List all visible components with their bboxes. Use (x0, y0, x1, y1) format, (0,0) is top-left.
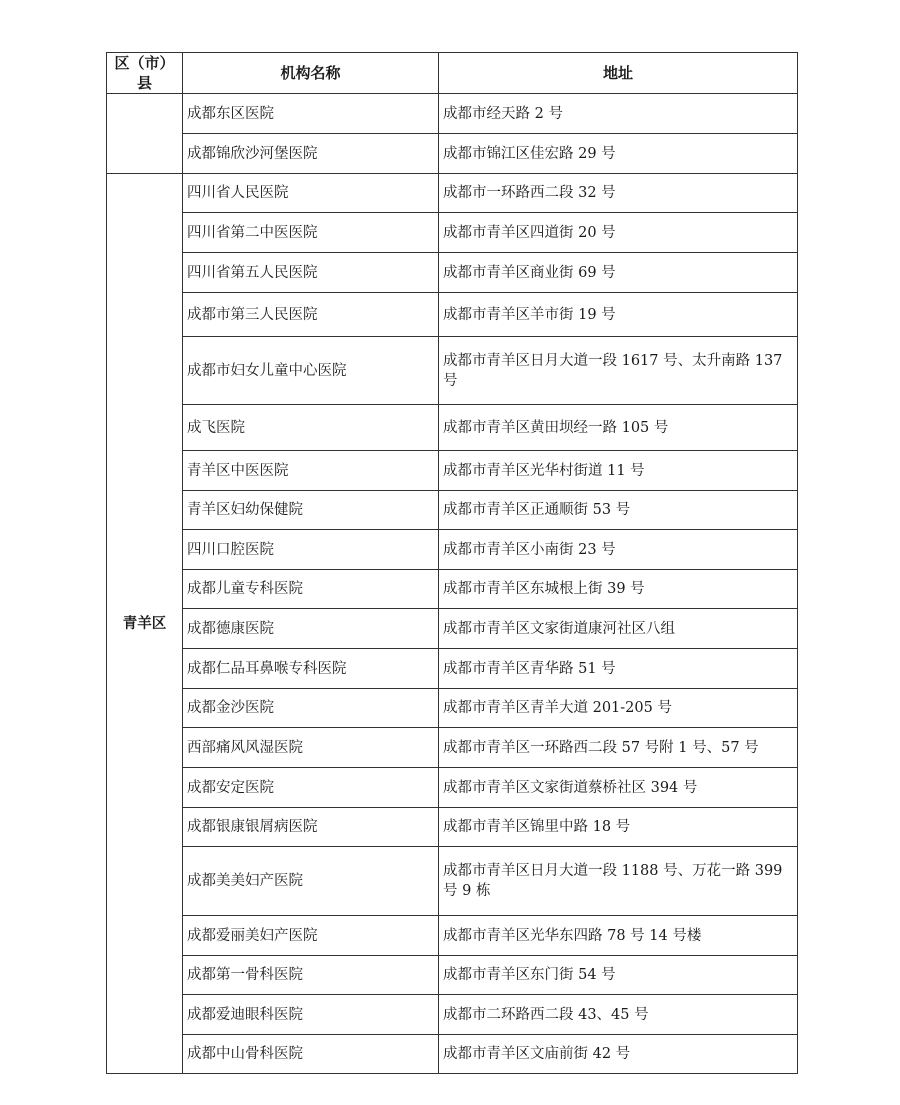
institution-name-cell: 成都仁品耳鼻喉专科医院 (183, 649, 439, 689)
address-cell: 成都市青羊区文家街道蔡桥社区 394 号 (439, 768, 798, 808)
address-cell: 成都市二环路西二段 43、45 号 (439, 995, 798, 1035)
header-institution-name: 机构名称 (183, 53, 439, 94)
institution-name-cell: 四川省人民医院 (183, 174, 439, 213)
table-row (107, 405, 798, 451)
table-row (107, 847, 798, 916)
institution-name-cell: 四川省第二中医医院 (183, 213, 439, 253)
address-cell: 成都市青羊区正通顺街 53 号 (439, 491, 798, 530)
address-cell: 成都市青羊区文庙前街 42 号 (439, 1035, 798, 1074)
table-row (107, 213, 798, 253)
address-cell: 成都市青羊区青华路 51 号 (439, 649, 798, 689)
table-row (107, 94, 798, 134)
district-cell-empty (107, 94, 183, 174)
address-cell: 成都市经天路 2 号 (439, 94, 798, 134)
table-row (107, 768, 798, 808)
address-cell: 成都市青羊区一环路西二段 57 号附 1 号、57 号 (439, 728, 798, 768)
table-row (107, 609, 798, 649)
address-cell: 成都市青羊区日月大道一段 1617 号、太升南路 137 号 (439, 337, 798, 405)
institution-name-cell: 成都爱丽美妇产医院 (183, 916, 439, 956)
address-cell: 成都市青羊区东门街 54 号 (439, 956, 798, 995)
address-cell: 成都市一环路西二段 32 号 (439, 174, 798, 213)
table-row (107, 253, 798, 293)
table-row (107, 649, 798, 689)
institution-name-cell: 成都儿童专科医院 (183, 570, 439, 609)
table-row (107, 530, 798, 570)
header-row (107, 53, 798, 94)
table-row (107, 174, 798, 213)
table-row (107, 956, 798, 995)
institution-name-cell: 四川省第五人民医院 (183, 253, 439, 293)
institution-name-cell: 成都德康医院 (183, 609, 439, 649)
address-cell: 成都市青羊区日月大道一段 1188 号、万花一路 399 号 9 栋 (439, 847, 798, 916)
address-cell: 成都市青羊区文家街道康河社区八组 (439, 609, 798, 649)
institution-name-cell: 青羊区妇幼保健院 (183, 491, 439, 530)
table-row (107, 916, 798, 956)
institution-name-cell: 成都第一骨科医院 (183, 956, 439, 995)
table-row (107, 808, 798, 847)
address-cell: 成都市青羊区小南街 23 号 (439, 530, 798, 570)
table-row (107, 451, 798, 491)
address-cell: 成都市青羊区光华村街道 11 号 (439, 451, 798, 491)
table-row (107, 293, 798, 337)
institution-name-cell: 成都银康银屑病医院 (183, 808, 439, 847)
address-cell: 成都市青羊区商业街 69 号 (439, 253, 798, 293)
institution-name-cell: 成都锦欣沙河堡医院 (183, 134, 439, 174)
table-row (107, 570, 798, 609)
header-district: 区（市）县 (107, 53, 183, 94)
table-row (107, 995, 798, 1035)
institution-name-cell: 成都东区医院 (183, 94, 439, 134)
institution-name-cell: 成都爱迪眼科医院 (183, 995, 439, 1035)
table-row (107, 689, 798, 728)
address-cell: 成都市青羊区四道街 20 号 (439, 213, 798, 253)
table-row (107, 491, 798, 530)
address-cell: 成都市锦江区佳宏路 29 号 (439, 134, 798, 174)
district-cell: 青羊区 (107, 174, 183, 1074)
table-row (107, 728, 798, 768)
institution-name-cell: 成都市第三人民医院 (183, 293, 439, 337)
address-cell: 成都市青羊区黄田坝经一路 105 号 (439, 405, 798, 451)
table-row (107, 337, 798, 405)
institution-name-cell: 成都美美妇产医院 (183, 847, 439, 916)
institution-name-cell: 四川口腔医院 (183, 530, 439, 570)
institution-name-cell: 成都安定医院 (183, 768, 439, 808)
institution-name-cell: 成飞医院 (183, 405, 439, 451)
hospital-table (106, 52, 798, 1074)
address-cell: 成都市青羊区光华东四路 78 号 14 号楼 (439, 916, 798, 956)
address-cell: 成都市青羊区青羊大道 201-205 号 (439, 689, 798, 728)
address-cell: 成都市青羊区羊市街 19 号 (439, 293, 798, 337)
institution-name-cell: 西部痛风风湿医院 (183, 728, 439, 768)
institution-name-cell: 青羊区中医医院 (183, 451, 439, 491)
table-row (107, 1035, 798, 1074)
address-cell: 成都市青羊区东城根上街 39 号 (439, 570, 798, 609)
address-cell: 成都市青羊区锦里中路 18 号 (439, 808, 798, 847)
institution-name-cell: 成都市妇女儿童中心医院 (183, 337, 439, 405)
institution-name-cell: 成都中山骨科医院 (183, 1035, 439, 1074)
table-row (107, 134, 798, 174)
header-address: 地址 (439, 53, 798, 94)
institution-name-cell: 成都金沙医院 (183, 689, 439, 728)
